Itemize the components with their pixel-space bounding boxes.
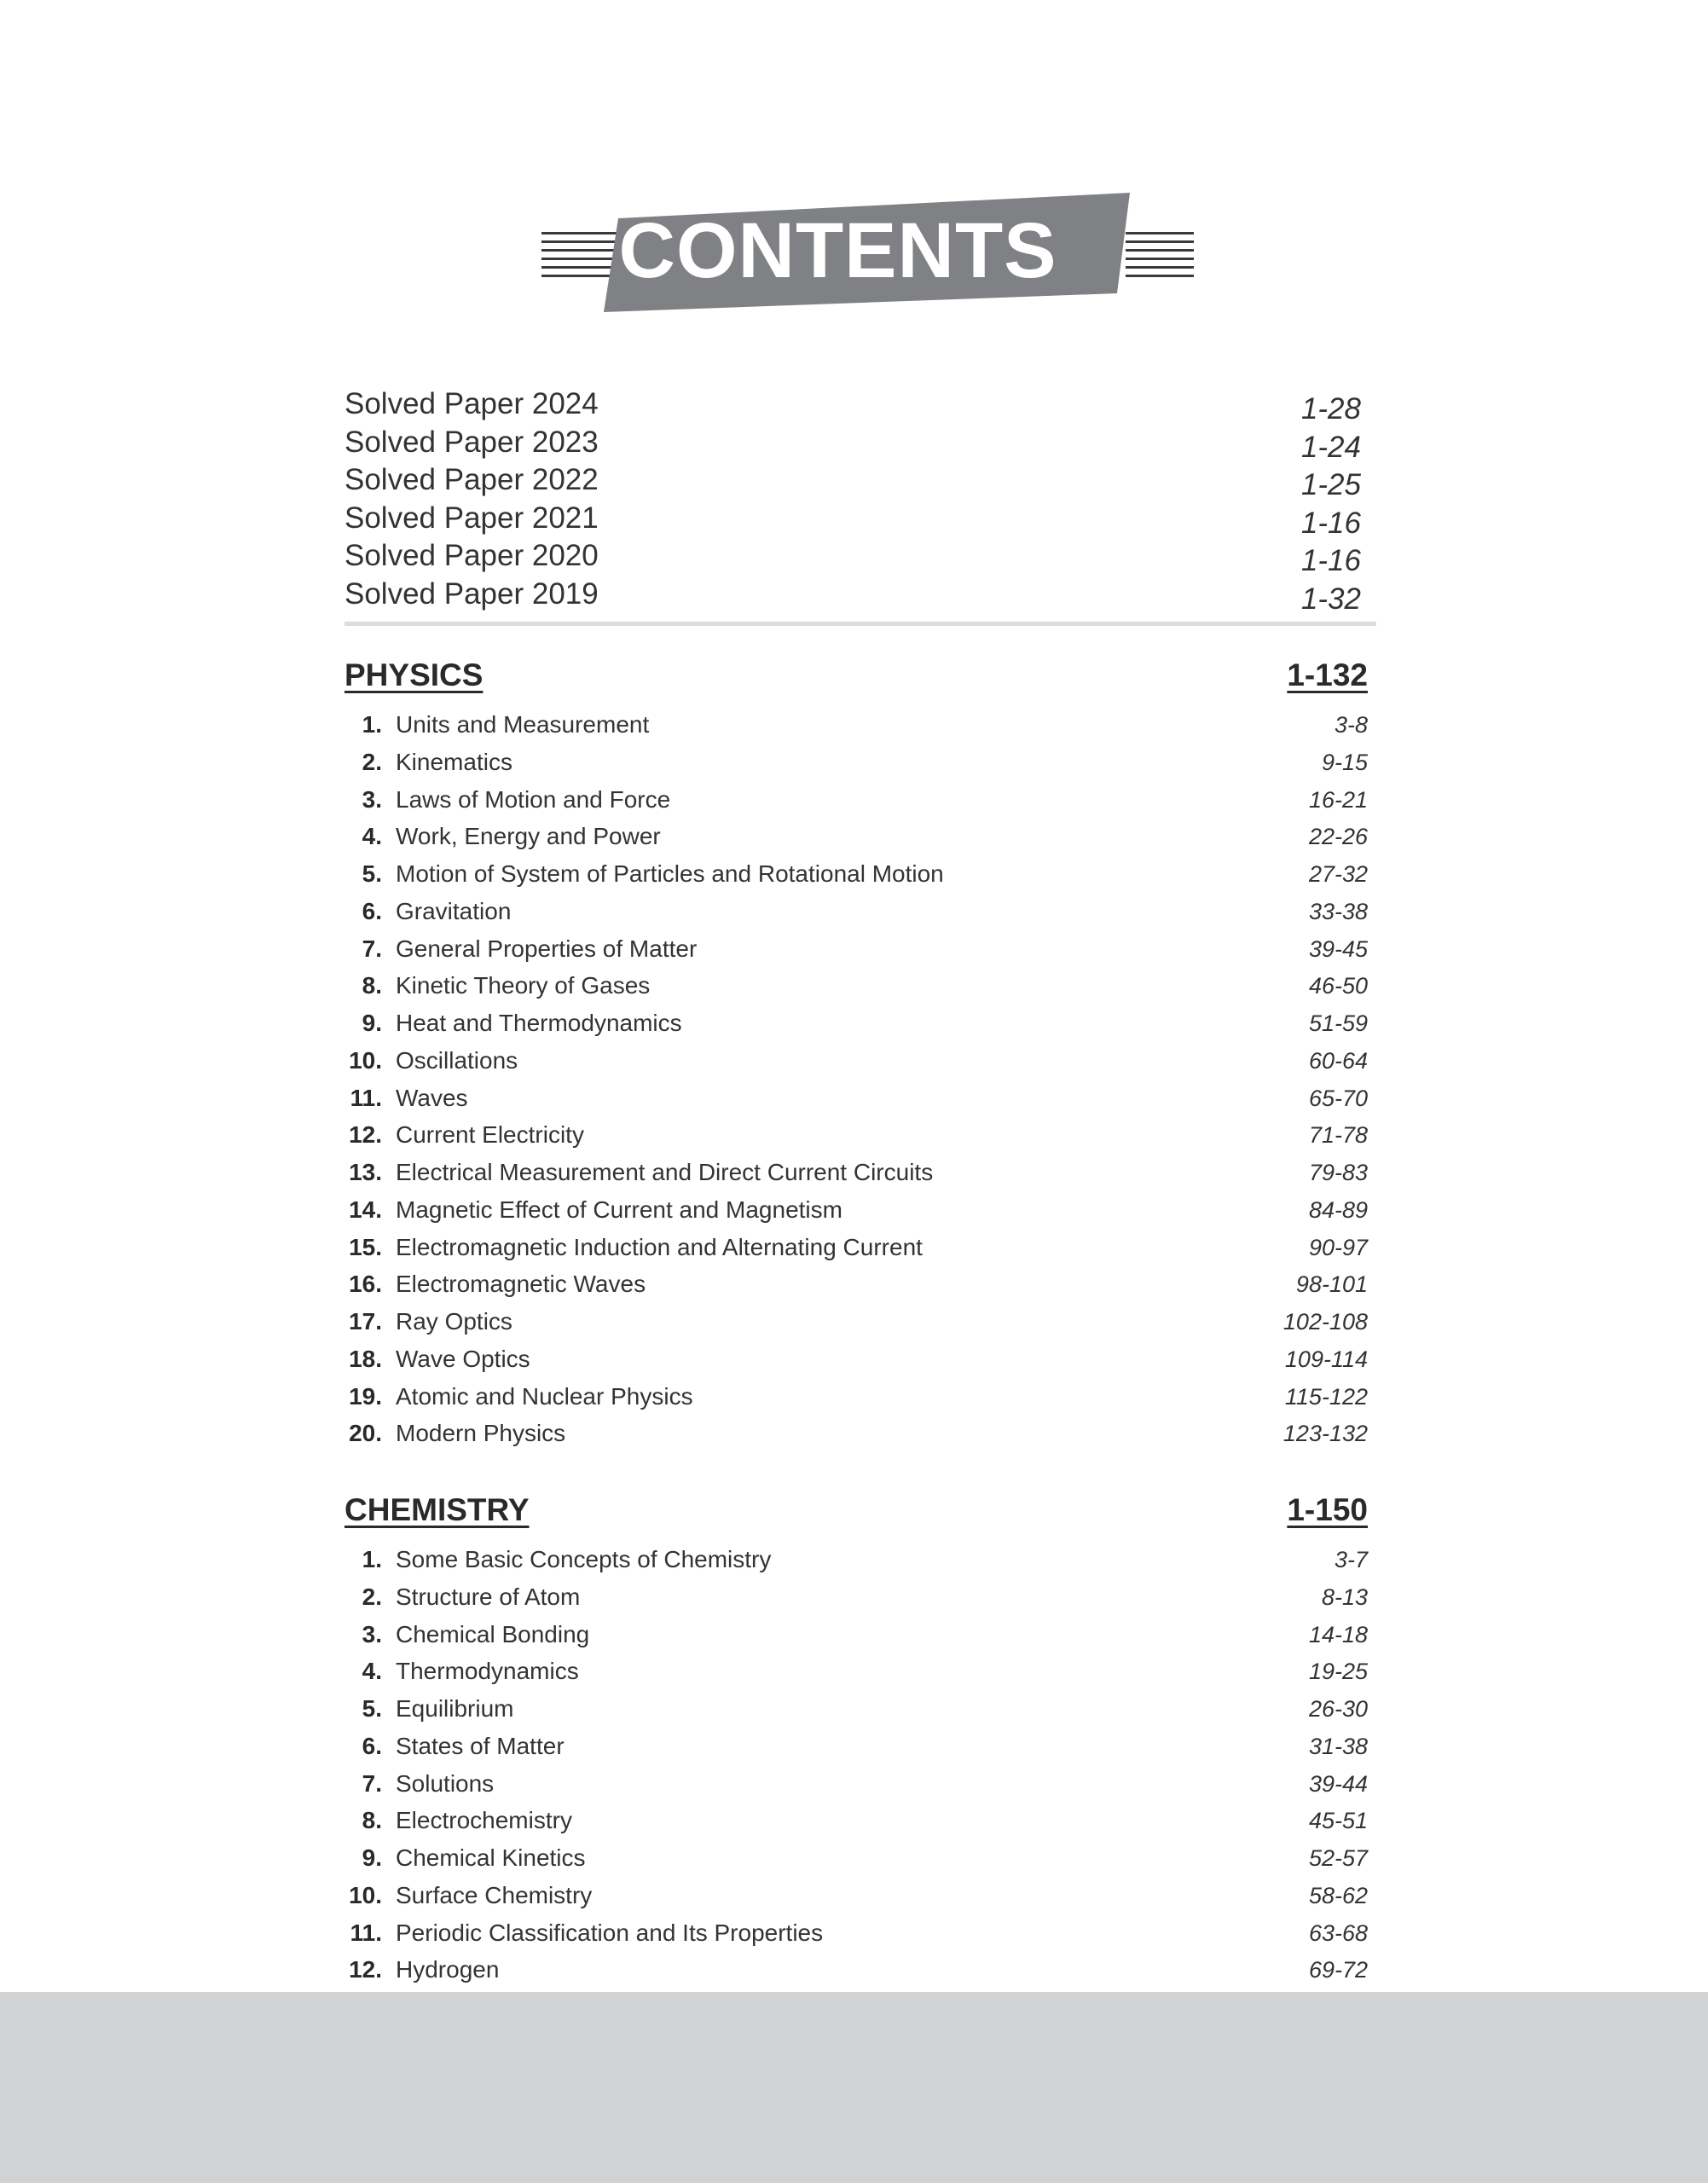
chapter-row (344, 1006, 1376, 1044)
chapter-row (344, 1193, 1376, 1230)
chapter-title: Laws of Motion and Force (396, 785, 671, 813)
chapter-row (344, 783, 1376, 820)
chapter-number: 12. (349, 1121, 382, 1149)
paper-label: Solved Paper 2020 (344, 539, 599, 572)
chapter-title: Motion of System of Particles and Rotational Motion (396, 860, 944, 887)
chapter-page-range: 46-50 (1308, 973, 1368, 999)
chapter-title: Some Basic Concepts of Chemistry (396, 1546, 772, 1572)
chemistry-section (344, 1483, 1376, 1990)
chapter-number: 12. (349, 1956, 382, 1983)
chapter-page-range: 22-26 (1308, 824, 1368, 850)
chapter-page-range: 33-38 (1308, 898, 1368, 924)
chapter-title: Current Electricity (396, 1121, 584, 1149)
chapter-number: 2. (362, 748, 382, 775)
section-page-range: 1-150 (1287, 1492, 1368, 1527)
chapter-page-range: 16-21 (1308, 786, 1368, 813)
chapter-number: 10. (349, 1881, 382, 1908)
paper-label: Solved Paper 2023 (344, 425, 599, 459)
chapter-row (344, 1416, 1376, 1454)
chapter-number: 9. (362, 1010, 382, 1036)
chapter-row (344, 1879, 1376, 1916)
list-item (344, 461, 1376, 500)
chapter-row (344, 745, 1376, 783)
chapter-title: Oscillations (396, 1046, 518, 1074)
chapter-page-range: 90-97 (1308, 1234, 1368, 1260)
chapter-row (344, 1916, 1376, 1954)
chapter-title: Magnetic Effect of Current and Magnetism (396, 1196, 842, 1223)
chapter-number: 4. (362, 1658, 382, 1685)
chapter-row (344, 1230, 1376, 1268)
chapter-number: 8. (362, 972, 382, 999)
paper-page-range: 1-24 (1300, 430, 1361, 464)
chapter-row (344, 1692, 1376, 1729)
chapter-page-range: 84-89 (1308, 1196, 1368, 1223)
chapter-page-range: 102-108 (1282, 1309, 1368, 1335)
chapter-page-range: 26-30 (1308, 1696, 1368, 1722)
chapter-page-range: 52-57 (1308, 1845, 1368, 1871)
chapter-title: Electromagnetic Waves (396, 1271, 646, 1298)
chapter-page-range: 60-64 (1308, 1047, 1368, 1074)
chapter-row (344, 1654, 1376, 1692)
chapter-page-range: 109-114 (1284, 1346, 1368, 1372)
contents-banner (529, 188, 1202, 316)
paper-page-range: 1-25 (1300, 468, 1361, 501)
chapter-page-range: 69-72 (1308, 1957, 1368, 1983)
list-item (344, 385, 1376, 424)
paper-label: Solved Paper 2022 (344, 463, 599, 496)
chapter-row (344, 708, 1376, 745)
chapter-row (344, 1044, 1376, 1081)
table-of-contents (344, 385, 1376, 1990)
chapter-row (344, 1618, 1376, 1655)
section-heading (344, 648, 1376, 708)
chapter-row (344, 1342, 1376, 1380)
chapter-page-range: 3-8 (1334, 712, 1368, 738)
chapter-title: Gravitation (396, 897, 512, 924)
chapter-page-range: 39-44 (1308, 1770, 1368, 1797)
chapter-page-range: 45-51 (1308, 1808, 1368, 1834)
chapter-page-range: 14-18 (1308, 1621, 1368, 1647)
chapter-title: Periodic Classification and Its Properties (396, 1919, 824, 1946)
chapter-page-range: 65-70 (1308, 1085, 1368, 1111)
chapter-page-range: 9-15 (1321, 749, 1368, 775)
chapter-title: Modern Physics (396, 1420, 566, 1447)
chapter-page-range: 71-78 (1308, 1122, 1368, 1149)
chapter-number: 3. (362, 785, 382, 813)
paper-label: Solved Paper 2024 (344, 387, 599, 420)
chapter-row (344, 1081, 1376, 1119)
chapter-page-range: 8-13 (1321, 1584, 1368, 1610)
chapter-number: 7. (362, 1769, 382, 1797)
chapter-title: Structure of Atom (396, 1583, 581, 1610)
chapter-number: 17. (349, 1308, 382, 1335)
chapter-page-range: 19-25 (1308, 1659, 1368, 1685)
chapter-title: States of Matter (396, 1732, 565, 1759)
chapter-page-range: 63-68 (1308, 1920, 1368, 1946)
chapter-row (344, 1729, 1376, 1767)
chapter-row (344, 1580, 1376, 1618)
chapter-page-range: 31-38 (1308, 1733, 1368, 1759)
chapter-title: Solutions (396, 1769, 495, 1797)
chapter-title: Surface Chemistry (396, 1881, 593, 1908)
chapter-title: Chemical Bonding (396, 1620, 590, 1647)
chapter-row (344, 1267, 1376, 1305)
chapter-number: 9. (362, 1844, 382, 1871)
paper-page-range: 1-16 (1300, 506, 1361, 540)
list-item (344, 576, 1376, 614)
chapter-row (344, 1305, 1376, 1342)
chapter-number: 3. (362, 1620, 382, 1647)
chapter-row (344, 1543, 1376, 1580)
list-item (344, 500, 1376, 538)
chapter-number: 1. (362, 711, 382, 738)
physics-section (344, 648, 1376, 1454)
page-title: CONTENTS (618, 207, 1057, 294)
chapter-page-range: 123-132 (1282, 1421, 1368, 1447)
chapter-number: 16. (349, 1271, 382, 1298)
chapter-page-range: 27-32 (1308, 861, 1368, 887)
chapter-number: 18. (349, 1345, 382, 1372)
chapter-title: Kinetic Theory of Gases (396, 972, 651, 999)
chapter-number: 8. (362, 1807, 382, 1834)
chapter-number: 1. (362, 1546, 382, 1572)
chapter-number: 20. (349, 1420, 382, 1447)
chapter-page-range: 51-59 (1308, 1010, 1368, 1036)
chapter-page-range: 3-7 (1334, 1547, 1368, 1572)
section-page-range: 1-132 (1287, 657, 1368, 692)
chapter-row (344, 1953, 1376, 1990)
chapter-row (344, 857, 1376, 895)
chapter-row (344, 1804, 1376, 1841)
chapter-title: Electrical Measurement and Direct Current Circuits (396, 1159, 934, 1185)
chapter-number: 6. (362, 897, 382, 924)
chapter-title: Units and Measurement (396, 711, 650, 738)
chapter-row (344, 969, 1376, 1006)
chapter-number: 19. (349, 1382, 382, 1410)
paper-page-range: 1-28 (1300, 392, 1361, 426)
chapter-title: Work, Energy and Power (396, 823, 661, 850)
chapter-row (344, 819, 1376, 857)
list-item (344, 537, 1376, 576)
chapter-title: Heat and Thermodynamics (396, 1010, 682, 1036)
chapter-row (344, 1841, 1376, 1879)
chapter-row (344, 932, 1376, 970)
chapter-number: 2. (362, 1583, 382, 1610)
chapter-number: 4. (362, 823, 382, 850)
chapter-number: 10. (349, 1046, 382, 1074)
list-item (344, 424, 1376, 462)
chapter-number: 5. (362, 860, 382, 887)
paper-page-range: 1-32 (1300, 582, 1361, 616)
chapter-title: Ray Optics (396, 1308, 512, 1335)
section-title: CHEMISTRY (344, 1492, 530, 1527)
section-heading (344, 1483, 1376, 1543)
chapter-number: 15. (349, 1233, 382, 1260)
chapter-page-range: 79-83 (1308, 1160, 1368, 1185)
paper-label: Solved Paper 2021 (344, 501, 599, 535)
chapter-page-range: 39-45 (1308, 935, 1368, 962)
chapter-title: General Properties of Matter (396, 935, 698, 962)
chapter-title: Kinematics (396, 748, 512, 775)
chapter-title: Thermodynamics (396, 1658, 579, 1685)
chapter-row (344, 895, 1376, 932)
chapter-row (344, 1767, 1376, 1804)
chapter-title: Hydrogen (396, 1956, 500, 1983)
chapter-title: Electrochemistry (396, 1807, 572, 1834)
chapter-number: 13. (349, 1159, 382, 1185)
section-title: PHYSICS (344, 657, 483, 692)
chapter-title: Atomic and Nuclear Physics (396, 1382, 693, 1410)
chapter-page-range: 98-101 (1295, 1271, 1368, 1298)
solved-papers-list (344, 385, 1376, 616)
chapter-page-range: 58-62 (1308, 1882, 1368, 1908)
chapter-row (344, 1380, 1376, 1417)
paper-page-range: 1-16 (1300, 544, 1361, 577)
chapter-number: 7. (362, 935, 382, 962)
chapter-number: 14. (349, 1196, 382, 1223)
chapter-number: 5. (362, 1695, 382, 1722)
chapter-page-range: 115-122 (1284, 1383, 1368, 1410)
chapter-title: Waves (396, 1084, 468, 1111)
paper-label: Solved Paper 2019 (344, 576, 599, 611)
chapter-row (344, 1155, 1376, 1193)
chapter-title: Wave Optics (396, 1345, 530, 1372)
chapter-number: 11. (350, 1084, 382, 1111)
chapter-title: Equilibrium (396, 1695, 514, 1722)
footer-band (0, 1992, 1708, 2183)
chapter-row (344, 1118, 1376, 1155)
chapter-number: 11. (350, 1919, 382, 1946)
chapter-number: 6. (362, 1732, 382, 1759)
chapter-title: Electromagnetic Induction and Alternating Current (396, 1233, 923, 1260)
chapter-title: Chemical Kinetics (396, 1844, 586, 1871)
